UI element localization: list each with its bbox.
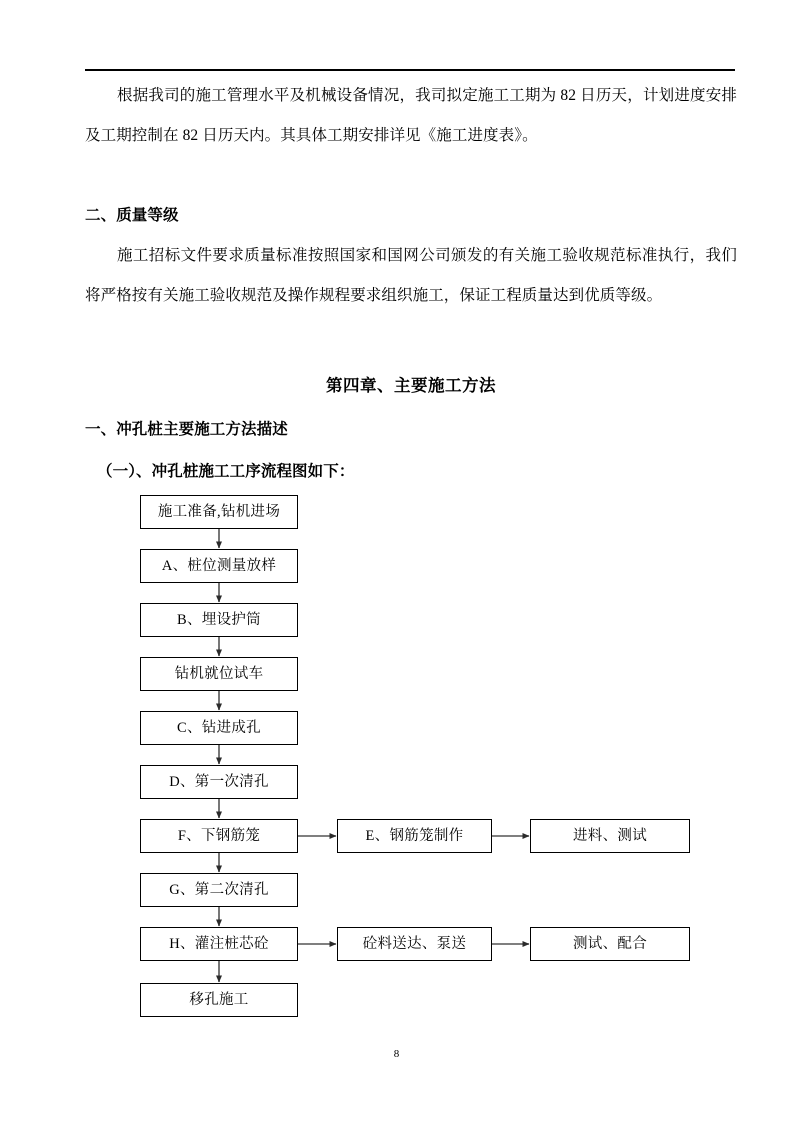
page-number: 8 [393, 1048, 400, 1060]
flowchart-node: B、埋设护筒 [140, 603, 298, 637]
flowchart-node: A、桩位测量放样 [140, 549, 298, 583]
flowchart-node: 钻机就位试车 [140, 657, 298, 691]
paragraph-quality-standard: 施工招标文件要求质量标准按照国家和国网公司颁发的有关施工验收规范标准执行，我们将严格按有关施工验收规范及操作规程要求组织施工，保证工程质量达到优质等级。 [85, 247, 737, 304]
flowchart-node: 砼料送达、泵送 [337, 927, 492, 961]
heading-flowchart-intro: （一）、冲孔桩施工工序流程图如下： [97, 463, 355, 480]
flowchart-node: 移孔施工 [140, 983, 298, 1017]
paragraph-construction-schedule: 根据我司的施工管理水平及机械设备情况，我司拟定施工工期为 82 日历天，计划进度安排及工期控制在 82 日历天内。其具体工期安排详见《施工进度表》。 [85, 87, 737, 144]
flowchart-node: C、钻进成孔 [140, 711, 298, 745]
flowchart-node: 施工准备,钻机进场 [140, 495, 298, 529]
flowchart-node: 进料、测试 [530, 819, 690, 853]
flowchart-node: H、灌注桩芯砼 [140, 927, 298, 961]
flowchart-node: F、下钢筋笼 [140, 819, 298, 853]
header-rule [85, 69, 735, 71]
heading-method-description: 一、冲孔桩主要施工方法描述 [85, 421, 288, 438]
flowchart-node: E、钢筋笼制作 [337, 819, 492, 853]
heading-quality-grade: 二、质量等级 [85, 207, 179, 224]
flowchart-node: G、第二次清孔 [140, 873, 298, 907]
flowchart-node: D、第一次清孔 [140, 765, 298, 799]
chapter-title: 第四章、主要施工方法 [326, 376, 496, 395]
flowchart-node: 测试、配合 [530, 927, 690, 961]
